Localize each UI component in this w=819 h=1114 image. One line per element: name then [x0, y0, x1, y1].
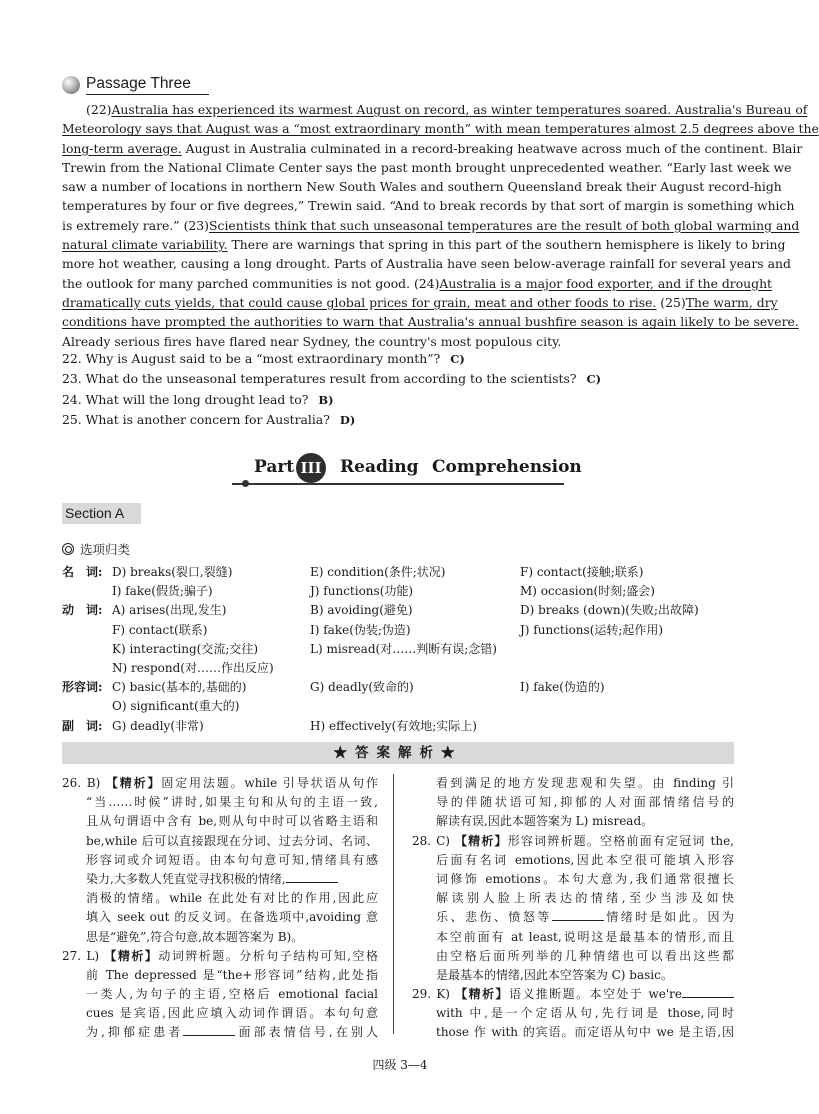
vocab-entry: H) effectively(有效地;实际上) [310, 718, 477, 733]
column-divider [393, 774, 394, 1034]
item-26-line: 思是“避免”,符合句意,故本题答案为 B)。 [86, 929, 304, 944]
item-27-line: 前 The depressed 是“the+形容词”结构,此处指 [86, 967, 378, 982]
answer-blank [682, 985, 734, 998]
passage-line: the outlook for many parched communities is not good. (24)Australia is a major food exporter, and if the drought [62, 275, 773, 291]
page-footer: 四级 3—4 [372, 1058, 428, 1072]
part-word: Part [254, 457, 295, 477]
passage-line: more hot weather, causing a long drought. Parts of Australia have seen below-average rainfall for several years and [62, 256, 791, 272]
item-28-line: 28. C) 【精析】形容词辨析题。空格前面有定冠词 the, [412, 833, 734, 848]
passage-line: Trewin from the National Climate Center says the past month brought unprecedented weather. “Early last week we [62, 159, 792, 175]
section-label: Section A [62, 503, 141, 524]
vocab-entry: G) deadly(非常) [112, 718, 204, 733]
item-27-line: 为,抑郁症患者 面部表情信号,在别人 [86, 1025, 378, 1040]
item-28-line: 词修饰 emotions。本句大意为,我们通常很擅长 [436, 871, 734, 886]
item-26-line: 消极的情绪。while 在此处有对比的作用,因此应 [86, 891, 378, 906]
vocab-entry: I) fake(假货;骗子) [112, 584, 213, 599]
analysis-right-column [412, 774, 734, 1043]
bullet-icon [62, 76, 80, 94]
answer-blank [183, 1023, 235, 1036]
item-26-line: 染力,大多数人凭直觉寻找积极的情绪, [62, 870, 378, 889]
banner-dot-icon [242, 480, 249, 487]
banner-rule [232, 483, 564, 485]
vocab-entry: F) contact(接触;联系) [520, 565, 644, 579]
question-item: 23. What do the unseasonal temperatures result from according to the scientists? C) [62, 371, 602, 387]
question-list [62, 349, 601, 430]
part-banner [232, 451, 582, 491]
passage-line: dramatically cuts yields, that could cause global prices for grain, meat and other foods to rise. (25)The warm, dry [62, 294, 778, 310]
question-answer: C) [586, 372, 602, 387]
part-numeral-badge: III [296, 453, 326, 483]
question-answer: C) [450, 352, 465, 366]
vocab-entry: B) avoiding(避免) [310, 603, 413, 618]
part-title-comprehension: Comprehension [432, 457, 582, 477]
question-answer: D) [339, 412, 356, 427]
vocab-entry: L) misread(对……判断有误;念错) [310, 641, 497, 656]
vocab-label: 名 词: [62, 565, 103, 579]
passage-heading [62, 74, 209, 96]
item-27-line: 一类人,为句子的主语,空格后 emotional facial [86, 987, 378, 1002]
double-circle-icon [62, 543, 74, 555]
vocab-entry: C) basic(基本的,基础的) [112, 680, 247, 695]
vocab-entry: D) breaks(裂口,裂缝) [112, 565, 233, 579]
item-26-line: 形容词或介词短语。由本句句意可知,情绪具有感 [86, 852, 378, 867]
part-title-reading: Reading [340, 457, 419, 477]
vocab-entry: F) contact(联系) [112, 622, 208, 637]
passage-line: natural climate variability. There are warnings that spring in this part of the southern hemisphere is likely to bring [62, 237, 786, 253]
vocab-entry: M) occasion(时刻;盛会) [520, 584, 655, 599]
vocab-entry: J) functions(功能) [310, 584, 414, 599]
item-26-line: 26. B) 【精析】固定用法题。while 引导状语从句作 [62, 776, 378, 790]
question-item: 25. What is another concern for Australia? D) [62, 411, 356, 427]
passage-line: temperatures by four or five degrees,” Trewin said. “And to break records by that sort of margin is something which [62, 198, 795, 214]
item-27-line: 27. L) 【精析】动词辨析题。分析句子结构可知,空格 [62, 948, 378, 963]
passage-text [62, 100, 819, 351]
vocab-entry: O) significant(重大的) [112, 699, 240, 714]
analysis-left-column [62, 774, 378, 1043]
question-answer: B) [318, 392, 334, 407]
item-27-cont-line: 解读有误,因此本题答案为 L) misread。 [436, 814, 654, 829]
passage-line: saw a number of locations in northern New South Wales and southern Queensland break their August record-high [62, 179, 782, 195]
vocab-label: 形容词: [62, 680, 103, 695]
item-26-line: 填入 seek out 的反义词。在备选项中,avoiding 意 [86, 910, 378, 925]
passage-line: Meteorology says that August was a “most extraordinary month” with mean temperatures almost 2.5 degrees above the [62, 121, 819, 137]
question-item: 24. What will the long drought lead to? B) [62, 391, 334, 407]
question-item: 22. Why is August said to be a “most extraordinary month”? C) [62, 351, 465, 366]
answer-blank [286, 870, 338, 883]
item-28-line: 乐、悲伤、愤怒等 情绪时是如此。因为 [436, 910, 734, 925]
vocab-entry: D) breaks (down)(失败;出故障) [520, 603, 699, 618]
item-27-cont-line: 看到满足的地方发现悲观和失望。由 finding 引 [436, 776, 734, 790]
vocab-entry: J) functions(运转;起作用) [520, 622, 664, 637]
answer-blank [552, 908, 604, 921]
item-26-line: be,while 后可以直接跟现在分词、过去分词、名词、 [86, 833, 378, 848]
item-28-line: 是最基本的情绪,因此本空答案为 C) basic。 [436, 967, 673, 982]
item-28-line: 本空前面有 at least,说明这是最基本的情形,而且 [436, 929, 734, 944]
item-29-line: 29. K) 【精析】语义推断题。本空处于 we're [412, 985, 734, 1004]
item-29-line: those 作 with 的宾语。而定语从句中 we 是主语,因 [436, 1025, 734, 1040]
vocab-entry: I) fake(伪造的) [520, 680, 605, 695]
item-26-line: “当……时候”讲时,如果主句和从句的主语一致, [86, 795, 378, 810]
item-29-line: with 中,是一个定语从句,先行词是 those,同时 [436, 1006, 734, 1021]
passage-line: conditions have prompted the authorities to warn that Australia's annual bushfire season is again likely to be severe. [62, 314, 799, 330]
passage-title: Passage Three [86, 75, 209, 95]
item-26-line: 且从句谓语中含有 be,则从句中时可以省略主语和 [86, 814, 378, 829]
item-27-cont-line: 导的伴随状语可知,抑郁的人对面部情绪信号的 [436, 795, 734, 810]
vocab-label: 副 词: [62, 718, 103, 733]
vocab-entry: N) respond(对……作出反应) [112, 660, 274, 675]
vocab-entry: A) arises(出现,发生) [112, 603, 227, 618]
passage-line: Already serious fires have flared near Sydney, the country's most populous city. [62, 333, 562, 349]
item-28-line: 解读别人脸上所表达的情绪,至少当涉及如快 [436, 891, 734, 906]
vocab-entry: G) deadly(致命的) [310, 680, 414, 695]
item-28-line: 由空格后面所列举的几种情绪也可以看出这些都 [436, 948, 734, 963]
vocab-label: 动 词: [62, 603, 103, 618]
vocab-entry: I) fake(伪装;伪造) [310, 622, 411, 637]
classify-title: 选项归类 [80, 542, 131, 557]
passage-line: (22)Australia has experienced its warmest August on record, as winter temperatures soared. Australia's Bureau of [86, 102, 808, 117]
classify-heading [62, 540, 130, 558]
passage-line: long-term average. August in Australia culminated in a record-breaking heatwave across much of the continent. Blair [62, 140, 803, 156]
item-28-line: 后面有名词 emotions,因此本空很可能填入形容 [436, 852, 734, 867]
item-27-line: cues 是宾语,因此应填入动词作谓语。本句句意 [86, 1006, 378, 1021]
vocab-entry: E) condition(条件;状况) [310, 565, 446, 579]
answer-analysis-bar: ★答案解析★ [62, 742, 734, 764]
passage-line: is extremely rare.” (23)Scientists think that such unseasonal temperatures are the result of both global warming and [62, 217, 800, 233]
vocab-entry: K) interacting(交流;交往) [112, 641, 259, 656]
